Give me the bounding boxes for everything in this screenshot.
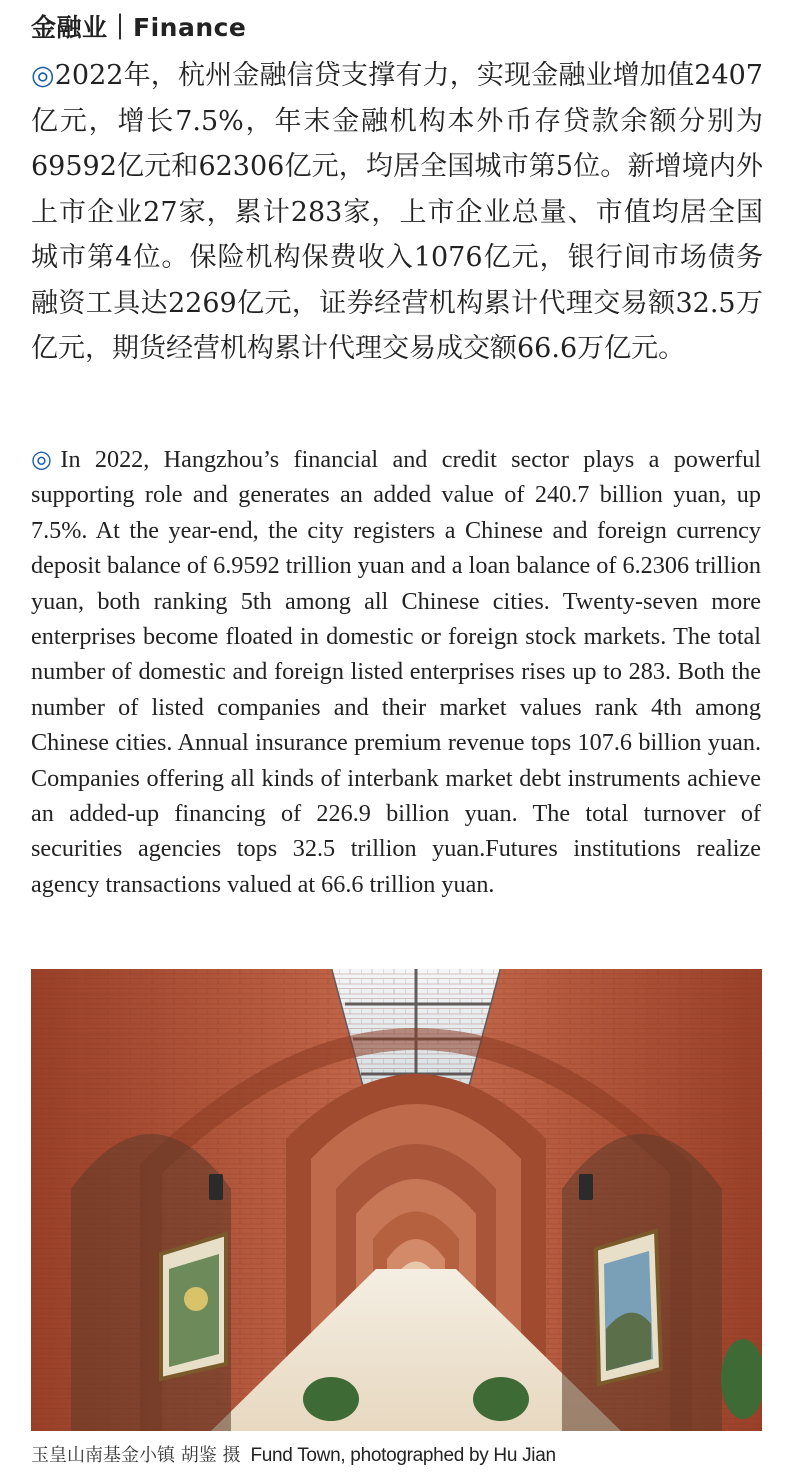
english-paragraph [31,442,761,902]
bullet-mark-icon: ◎ [31,446,61,473]
english-paragraph-text: In 2022, Hangzhou’s financial and credit sector plays a powerful supporting role and generates an added value of 240.7 billion yuan, up 7.5%. At the year-end, the city registers a Chinese and foreign currency deposit balance of 6.9592 trillion yuan and a loan balance of 6.2306 trillion yuan, both ranking 5th among all Chinese cities. Twenty-seven more enterprises become floated in domestic or foreign stock markets. The total number of domestic and foreign listed enterprises rises up to 283. Both the number of listed companies and their market values rank 4th among Chinese cities. Annual insurance premium revenue tops 107.6 billion yuan. Companies offering all kinds of interbank market debt instruments achieve an added-up financing of 226.9 billion yuan. The total turnover of securities agencies tops 32.5 trillion yuan.Futures institutions realize agency transactions valued at 66.6 trillion yuan. [31,446,762,898]
section-title: 金融业｜Finance [31,13,247,42]
left-painting [161,1234,226,1379]
photo-caption [31,1441,556,1467]
arcade-corridor-illustration [31,969,762,1431]
chinese-paragraph-text: 2022年，杭州金融信贷支撑有力，实现金融业增加值2407亿元，增长7.5%，年末金融机构本外币存贷款余额分别为69592亿元和62306亿元，均居全国城市第5位。新增境内外上市企业27家，累计283家，上市企业总量、市值均居全国城市第4位。保险机构保费收入1076亿元，银行间市场债务融资工具达2269亿元，证券经营机构累计代理交易额32.5万亿元，期货经营机构累计代理交易成交额66.6万亿元。 [31,60,763,364]
chinese-paragraph [31,53,763,372]
caption-chinese: 玉皇山南基金小镇 胡鉴 摄 [31,1445,241,1466]
bullet-mark-icon: ◎ [31,60,55,91]
right-painting [596,1231,661,1384]
caption-english: Fund Town, photographed by Hu Jian [250,1445,556,1466]
fund-town-photo [31,969,762,1431]
